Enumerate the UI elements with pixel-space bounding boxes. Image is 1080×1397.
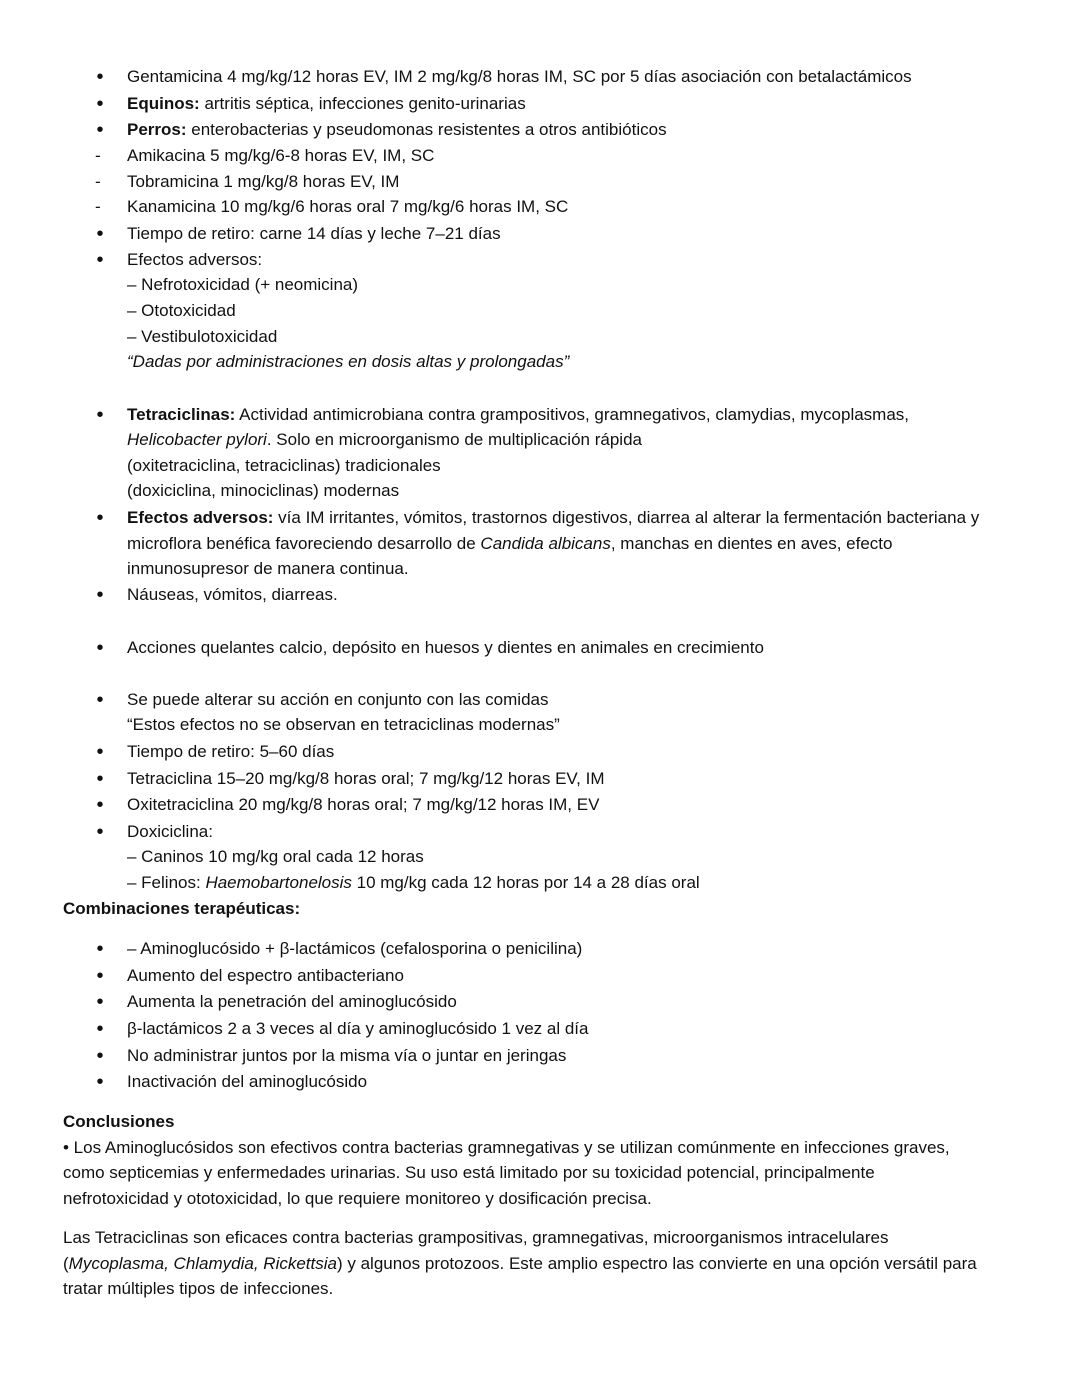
bullet-marker: • xyxy=(96,584,104,606)
conclusion-tetraciclinas-2 xyxy=(63,1252,977,1276)
efectos-adversos-text: microflora benéfica favoreciendo desarrollo de xyxy=(127,534,481,553)
kanamicina-line: Kanamicina 10 mg/kg/6 horas oral 7 mg/kg/6 horas IM, SC xyxy=(127,197,569,216)
combinacion-item: – Aminoglucósido + β-lactámicos (cefalosporina o penicilina) xyxy=(127,939,583,958)
bullet-marker: • xyxy=(96,938,104,960)
bullet-marker: • xyxy=(96,66,104,88)
haemobartonelosis-text: Haemobartonelosis xyxy=(205,873,352,892)
efectos-quote-text: “Dadas por administraciones en dosis altas y prolongadas” xyxy=(127,352,570,371)
efecto-vestibulotoxicidad: – Vestibulotoxicidad xyxy=(127,327,278,346)
helicobacter-text: Helicobacter pylori xyxy=(127,430,267,449)
conclusion-aminoglucosidos-1: • Los Aminoglucósidos son efectivos contra bacterias gramnegativas y se utilizan comúnmente en infecciones graves, xyxy=(63,1138,950,1157)
tetraciclinas-line-2 xyxy=(127,428,642,452)
quelantes-line: Acciones quelantes calcio, depósito en huesos y dientes en animales en crecimiento xyxy=(127,638,764,657)
gentamicina-line: Gentamicina 4 mg/kg/12 horas EV, IM 2 mg/kg/8 horas IM, SC por 5 días asociación con betalactámicos xyxy=(127,67,912,86)
conclusion-text: ( xyxy=(63,1254,69,1273)
efectos-adversos-line-3: inmunosupresor de manera continua. xyxy=(127,559,409,578)
efectos-adversos-text: , manchas en dientes en aves, efecto xyxy=(610,534,893,553)
efectos-quote xyxy=(127,350,569,374)
bullet-marker: • xyxy=(96,965,104,987)
organisms-text: Mycoplasma, Chlamydia, Rickettsia xyxy=(68,1254,337,1273)
tetraciclinas-text: . Solo en microorganismo de multiplicación rápida xyxy=(266,430,642,449)
amikacina-line: Amikacina 5 mg/kg/6-8 horas EV, IM, SC xyxy=(127,146,435,165)
candida-text: Candida albicans xyxy=(480,534,611,553)
dash-marker: - xyxy=(95,172,101,191)
conclusion-aminoglucosidos-3: nefrotoxicidad y ototoxicidad, lo que requiere monitoreo y dosificación precisa. xyxy=(63,1189,652,1208)
combinaciones-heading xyxy=(63,897,300,921)
bullet-marker: • xyxy=(96,93,104,115)
bullet-marker: • xyxy=(96,637,104,659)
perros-text: enterobacterias y pseudomonas resistentes a otros antibióticos xyxy=(186,120,667,139)
tetraciclinas-line-1 xyxy=(127,403,909,427)
tetraciclinas-label: Tetraciclinas: xyxy=(127,405,236,424)
bullet-marker: • xyxy=(96,741,104,763)
combinacion-item: No administrar juntos por la misma vía o juntar en jeringas xyxy=(127,1046,567,1065)
conclusion-text: ) y algunos protozoos. Este amplio espectro las convierte en una opción versátil para xyxy=(336,1254,977,1273)
efectos-adversos-text: vía IM irritantes, vómitos, trastornos digestivos, diarrea al alterar la fermentación bacteriana y xyxy=(273,508,980,527)
efecto-ototoxicidad: – Ototoxicidad xyxy=(127,301,236,320)
conclusiones-heading-text: Conclusiones xyxy=(63,1112,175,1131)
perros-label: Perros: xyxy=(127,120,187,139)
doxiciclina-caninos: – Caninos 10 mg/kg oral cada 12 horas xyxy=(127,847,424,866)
bullet-marker: • xyxy=(96,991,104,1013)
bullet-marker: • xyxy=(96,794,104,816)
efectos-adversos-label: Efectos adversos: xyxy=(127,508,274,527)
efectos-adversos-line-1 xyxy=(127,506,979,530)
tetraciclinas-line-4: (doxiciclina, minociclinas) modernas xyxy=(127,481,400,500)
bullet-marker: • xyxy=(96,689,104,711)
doxiciclina-felinos xyxy=(127,871,700,895)
retiro-line: Tiempo de retiro: carne 14 días y leche 7–21 días xyxy=(127,224,501,243)
tetraciclina-dose-line: Tetraciclina 15–20 mg/kg/8 horas oral; 7 mg/kg/12 horas EV, IM xyxy=(127,769,605,788)
tetraciclinas-text: Actividad antimicrobiana contra grampositivos, gramnegativos, clamydias, mycoplasmas, xyxy=(235,405,910,424)
efectos-adversos-line-2 xyxy=(127,532,892,556)
bullet-marker: • xyxy=(96,223,104,245)
comidas-line: Se puede alterar su acción en conjunto con las comidas xyxy=(127,690,549,709)
comidas-quote: “Estos efectos no se observan en tetraciclinas modernas” xyxy=(127,715,560,734)
bullet-marker: • xyxy=(96,1071,104,1093)
bullet-marker: • xyxy=(96,1018,104,1040)
perros-line xyxy=(127,118,667,142)
tobramicina-line: Tobramicina 1 mg/kg/8 horas EV, IM xyxy=(127,172,400,191)
combinacion-item: Aumento del espectro antibacteriano xyxy=(127,966,404,985)
equinos-label: Equinos: xyxy=(127,94,200,113)
felinos-text: – Felinos: xyxy=(127,873,206,892)
combinaciones-heading-text: Combinaciones terapéuticas: xyxy=(63,899,301,918)
bullet-marker: • xyxy=(96,119,104,141)
combinacion-item: β-lactámicos 2 a 3 veces al día y aminoglucósido 1 vez al día xyxy=(127,1019,589,1038)
bullet-marker: • xyxy=(96,821,104,843)
conclusion-tetraciclinas-1: Las Tetraciclinas son eficaces contra bacterias grampositivas, gramnegativas, microorganismos intracelulares xyxy=(63,1228,889,1247)
efecto-nefrotoxicidad: – Nefrotoxicidad (+ neomicina) xyxy=(127,275,359,294)
retiro-tetra-line: Tiempo de retiro: 5–60 días xyxy=(127,742,335,761)
bullet-marker: • xyxy=(96,1045,104,1067)
equinos-line xyxy=(127,92,526,116)
efectos-heading: Efectos adversos: xyxy=(127,250,263,269)
bullet-marker: • xyxy=(96,768,104,790)
combinacion-item: Inactivación del aminoglucósido xyxy=(127,1072,368,1091)
bullet-marker: • xyxy=(96,507,104,529)
conclusion-aminoglucosidos-2: como septicemias y enfermedades urinarias. Su uso está limitado por su toxicidad potencial, principalmente xyxy=(63,1163,875,1182)
dash-marker: - xyxy=(95,146,101,165)
doxiciclina-heading: Doxiciclina: xyxy=(127,822,213,841)
nauseas-line: Náuseas, vómitos, diarreas. xyxy=(127,585,338,604)
conclusiones-heading xyxy=(63,1110,174,1134)
dash-marker: - xyxy=(95,197,101,216)
conclusion-tetraciclinas-3: tratar múltiples tipos de infecciones. xyxy=(63,1279,334,1298)
felinos-text: 10 mg/kg cada 12 horas por 14 a 28 días oral xyxy=(351,873,700,892)
combinacion-item: Aumenta la penetración del aminoglucósido xyxy=(127,992,457,1011)
oxitetraciclina-dose-line: Oxitetraciclina 20 mg/kg/8 horas oral; 7 mg/kg/12 horas IM, EV xyxy=(127,795,600,814)
tetraciclinas-line-3: (oxitetraciclina, tetraciclinas) tradicionales xyxy=(127,456,441,475)
equinos-text: artritis séptica, infecciones genito-urinarias xyxy=(199,94,526,113)
bullet-marker: • xyxy=(96,249,104,271)
bullet-marker: • xyxy=(96,404,104,426)
